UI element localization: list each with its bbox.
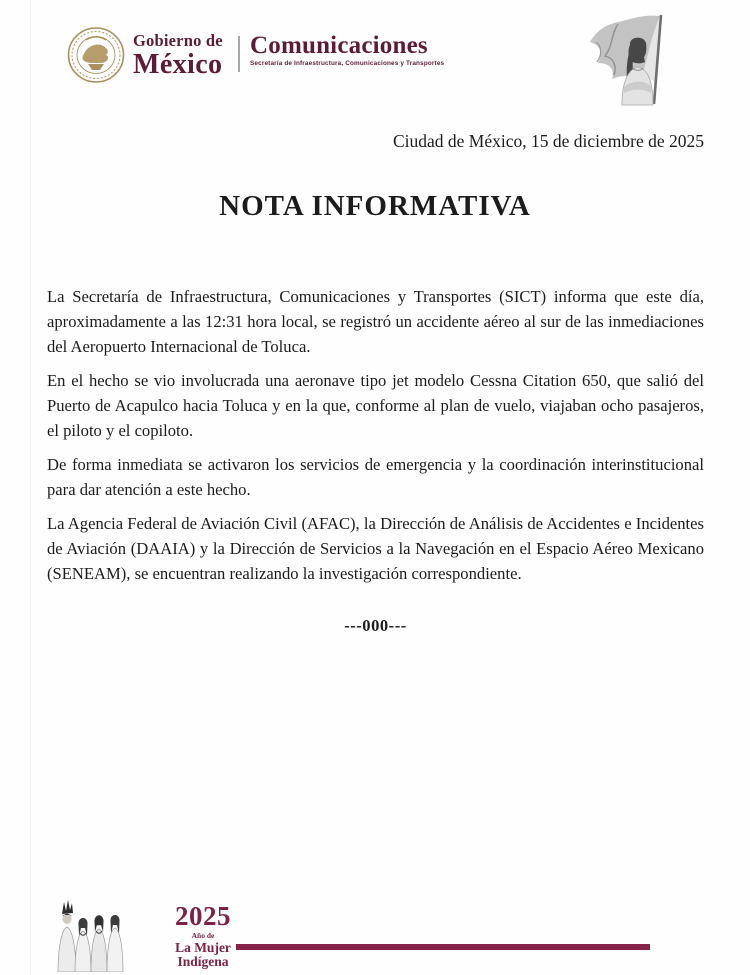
dateline: Ciudad de México, 15 de diciembre de 2025 (392, 131, 704, 151)
paragraph-2: En el hecho se vio involucrada una aeronave tipo jet modelo Cessna Citation 650, que salió del Puerto de Acapulco hacia Toluca y en la que, conforme al plan de vuelo, viajaban ocho pasajeros, el piloto y el copiloto. (47, 371, 704, 440)
footer-year: 2025 (175, 901, 231, 931)
document-title: NOTA INFORMATIVA (219, 190, 531, 222)
end-separator: ---000--- (344, 616, 407, 635)
footer-accent-bar (236, 944, 650, 950)
footer-tagline-small: Año de (191, 931, 215, 940)
paragraph-3: De forma inmediata se activaron los servicios de emergencia y la coordinación interinstitucional para dar atención a este hecho. (47, 455, 704, 499)
footer-tagline-line1: La Mujer (175, 939, 231, 955)
document-body (47, 284, 704, 638)
year-of-indigenous-woman-logo (168, 903, 238, 969)
page-edge-line (30, 0, 31, 975)
mexico-eagle-seal-icon (66, 26, 126, 84)
gobierno-de-label: Gobierno de (133, 31, 223, 50)
woman-with-mexican-flag-icon (584, 12, 686, 107)
gobierno-de-mexico-wordmark (133, 33, 223, 79)
footer-tagline-line2: Indígena (177, 954, 229, 969)
secretariat-brand (250, 33, 444, 67)
comunicaciones-wordmark: Comunicaciones (250, 32, 428, 59)
indigenous-women-illustration-icon (56, 898, 124, 972)
mexico-label: México (133, 48, 223, 80)
header-divider (238, 36, 240, 72)
paragraph-1: La Secretaría de Infraestructura, Comunicaciones y Transportes (SICT) informa que este día, aproximadamente a las 12:31 hora local, se registró un accidente aéreo al sur de las inmediaciones del Aeropuerto Internacional de Toluca. (47, 287, 704, 356)
secretariat-subtitle: Secretaría de Infraestructura, Comunicaciones y Transportes (250, 60, 445, 67)
paragraph-4: La Agencia Federal de Aviación Civil (AFAC), la Dirección de Análisis de Accidentes e Incidentes de Aviación (DAAIA) y la Dirección de Servicios a la Navegación en el Espacio Aéreo Mexicano (SENEAM), se encuentran realizando la investigación correspondiente. (47, 514, 704, 583)
